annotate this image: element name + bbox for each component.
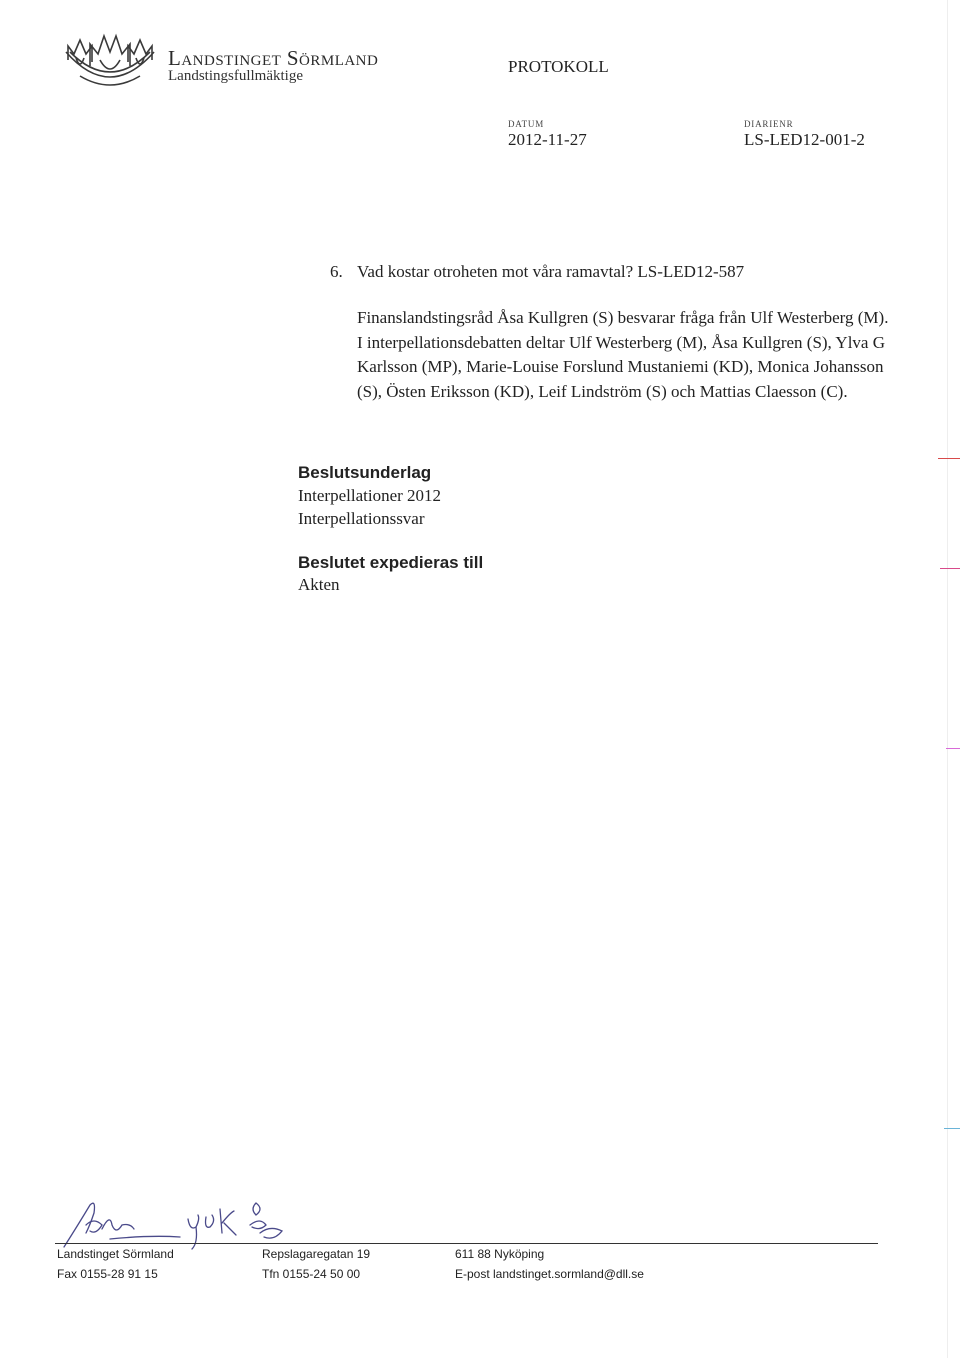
organization-subtitle: Landstingsfullmäktige: [168, 68, 303, 84]
footer-postal-city: 611 88 Nyköping: [455, 1247, 545, 1261]
date-label: DATUM: [508, 119, 545, 129]
dispatch-item: Akten: [298, 575, 340, 594]
footer-email: E-post landstinget.sormland@dll.se: [455, 1267, 644, 1281]
footer-divider: [55, 1243, 878, 1244]
footer-fax: Fax 0155-28 91 15: [57, 1267, 158, 1281]
decision-basis-item: Interpellationssvar: [298, 509, 425, 528]
decision-basis-heading: Beslutsunderlag: [298, 463, 432, 482]
agenda-item-title: [330, 262, 744, 282]
footer-organization: Landstinget Sörmland: [57, 1247, 174, 1261]
org-name-rest-1: ANDSTINGET: [181, 53, 282, 69]
tulip-logo-icon: [60, 30, 160, 100]
scan-edge-line: [947, 0, 948, 1358]
org-name-cap-1: L: [168, 46, 182, 70]
scan-edge-mark: [938, 458, 960, 459]
diary-number-label: DIARIENR: [744, 119, 794, 129]
footer-phone: Tfn 0155-24 50 00: [262, 1267, 361, 1281]
footer-street-address: Repslagaregatan 19: [262, 1247, 371, 1261]
scan-edge-mark: [946, 748, 960, 749]
agenda-item-title-text: Vad kostar otroheten mot våra ramavtal? LS-LED12-587: [357, 262, 745, 281]
org-name-cap-2: S: [286, 46, 300, 70]
decision-basis-item: Interpellationer 2012: [298, 486, 442, 505]
dispatch-heading: Beslutet expedieras till: [298, 553, 484, 572]
agenda-item-body: Finanslandstingsråd Åsa Kullgren (S) besvarar fråga från Ulf Westerberg (M). I interpellationsdebatten deltar Ulf Westerberg (M), Åsa Kullgren (S), Ylva G Karlsson (MP), Marie-Louise Forslund Mustaniemi (KD), Monica Johansson (S), Östen Eriksson (KD), Leif Lindström (S) och Mattias Claesson (C).: [357, 308, 889, 401]
agenda-item-number: 6.: [330, 262, 343, 281]
scan-edge-mark: [940, 568, 960, 569]
org-name-rest-2: ÖRMLAND: [299, 53, 379, 69]
diary-number-value: LS-LED12-001-2: [744, 130, 865, 149]
document-type: PROTOKOLL: [508, 57, 609, 76]
date-value: 2012-11-27: [508, 130, 587, 149]
scan-edge-mark: [944, 1128, 960, 1129]
